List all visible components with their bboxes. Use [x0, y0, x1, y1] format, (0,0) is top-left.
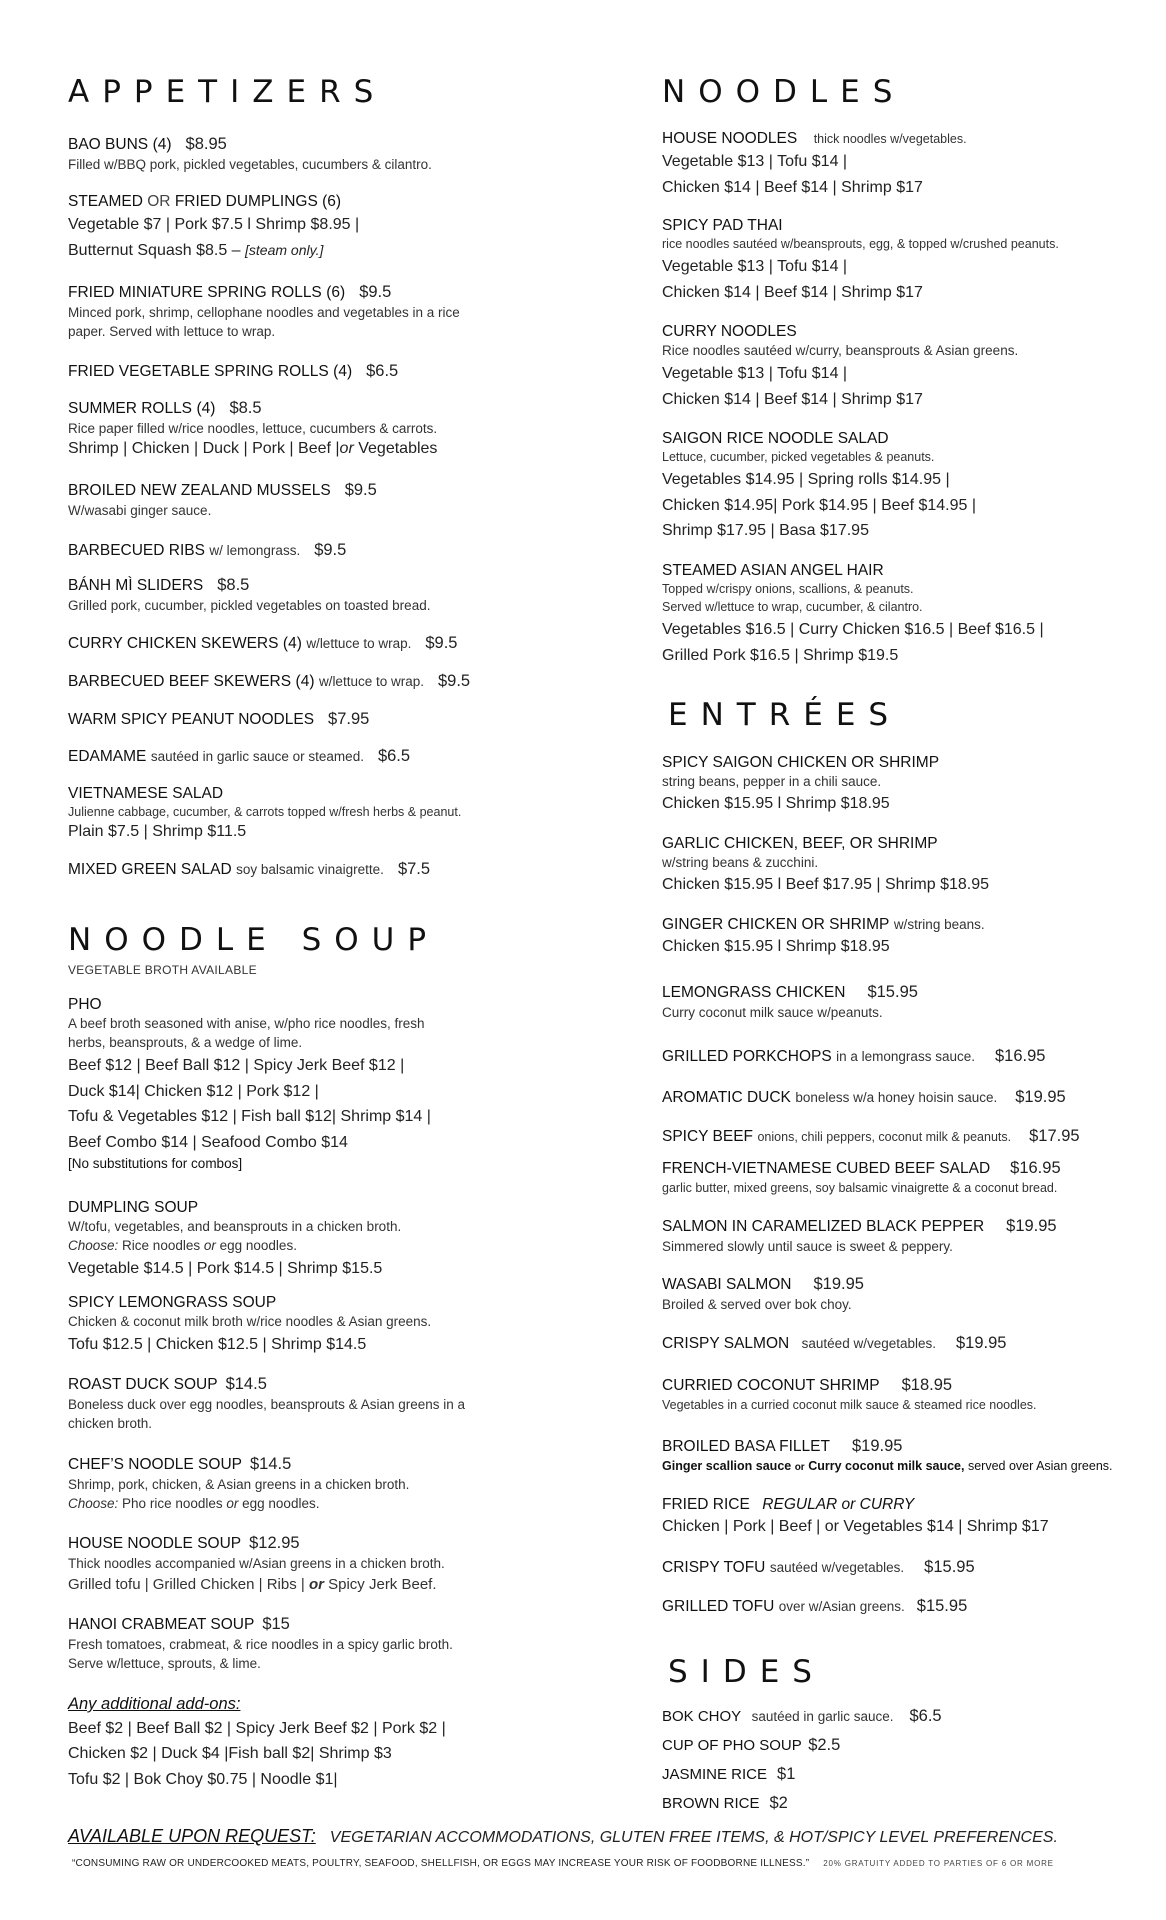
menu-item-green-salad: [68, 859, 588, 881]
noodle-soup-subtitle: VEGETABLE BROTH AVAILABLE: [68, 963, 257, 977]
item-name: CHEF’S NOODLE SOUP: [68, 1456, 242, 1473]
item-name: SPICY SAIGON CHICKEN OR SHRIMP: [662, 754, 940, 771]
item-note: sautéed w/vegetables.: [769, 1560, 905, 1575]
menu-item-veg-spring-rolls: [68, 361, 588, 383]
item-name: ROAST DUCK SOUP: [68, 1376, 218, 1393]
item-name: BROWN RICE: [662, 1795, 760, 1812]
menu-item-mini-spring-rolls: [68, 282, 588, 342]
item-desc: served over Asian greens.: [964, 1458, 1113, 1473]
item-name-or: OR: [147, 193, 171, 210]
menu-item-cubed-beef: [662, 1158, 1122, 1198]
item-desc: Filled w/BBQ pork, pickled vegetables, cucumbers & cilantro.: [68, 156, 432, 172]
item-options: Grilled Pork $16.5 | Shrimp $19.5: [662, 646, 899, 664]
item-price: $14.5: [249, 1455, 292, 1473]
item-price: $16.95: [994, 1047, 1046, 1065]
item-options: Vegetable $13 | Tofu $14 |: [662, 258, 848, 276]
menu-item-fried-rice: [662, 1494, 1122, 1539]
item-price: $9.5: [314, 541, 347, 559]
item-desc: Grilled pork, cucumber, pickled vegetables on toasted bread.: [68, 597, 431, 613]
item-name: CURRIED COCONUT SHRIMP: [662, 1377, 880, 1394]
item-desc: Boneless duck over egg noodles, beansprouts & Asian greens in a: [68, 1396, 466, 1412]
menu-item-duck: [662, 1087, 1122, 1109]
item-options: Butternut Squash $8.5 –: [68, 242, 241, 260]
item-name: BOK CHOY: [662, 1708, 742, 1725]
item-options: Chicken $15.95 l Shrimp $18.95: [662, 938, 890, 956]
item-desc: W/wasabi ginger sauce.: [68, 502, 212, 518]
item-note: [steam only.]: [245, 242, 324, 259]
addons-line: Tofu $2 | Bok Choy $0.75 | Noodle $1|: [68, 1770, 338, 1788]
item-price: $15.95: [924, 1558, 975, 1576]
item-price: $15: [262, 1615, 290, 1633]
item-price: $18.95: [901, 1376, 953, 1394]
item-price: $16.95: [1010, 1159, 1061, 1177]
item-qty: (4): [152, 136, 172, 153]
item-name: FRIED MINIATURE SPRING ROLLS: [68, 284, 322, 301]
gratuity-note: 20% GRATUITY ADDED TO PARTIES OF 6 OR MORE: [823, 1859, 1054, 1868]
item-price: $17.95: [1029, 1127, 1080, 1145]
menu-item-saigon-chicken: [662, 752, 1122, 816]
foodborne-warning: “CONSUMING RAW OR UNDERCOOKED MEATS, POULTRY, SEAFOOD, SHELLFISH, OR EGGS MAY INCREASE YOUR RISK OF FOODBORNE ILLNESS.”: [72, 1858, 810, 1869]
menu-item-coconut-shrimp: [662, 1375, 1122, 1415]
item-name: FRIED VEGETABLE SPRING ROLLS: [68, 363, 329, 380]
item-name: SUMMER ROLLS: [68, 400, 193, 417]
item-choose-label: Choose:: [68, 1238, 119, 1254]
addons-line: Chicken $2 | Duck $4 |Fish ball $2| Shrimp $3: [68, 1745, 392, 1763]
item-name: SPICY LEMONGRASS SOUP: [68, 1294, 277, 1311]
item-options: Vegetables $14.95 | Spring rolls $14.95 |: [662, 471, 950, 489]
item-name: SPICY BEEF: [662, 1128, 754, 1145]
menu-item-pad-thai: [662, 215, 1122, 305]
item-price: $7.95: [328, 710, 370, 728]
item-name: HOUSE NOODLE SOUP: [68, 1535, 242, 1552]
request-title: AVAILABLE UPON REQUEST:: [68, 1826, 316, 1846]
menu-item-dumpling-soup: [68, 1197, 588, 1282]
item-price: $15.95: [867, 983, 918, 1001]
item-price: $9.5: [344, 481, 377, 499]
item-desc-or: or: [794, 1461, 805, 1473]
item-note: soy balsamic vinaigrette.: [236, 862, 384, 877]
item-price: $7.5: [397, 860, 431, 878]
item-options: Duck $14| Chicken $12 | Pork $12 |: [68, 1082, 319, 1100]
side-item-bok-choy: [662, 1702, 1122, 1731]
item-desc-or: or: [226, 1495, 239, 1511]
item-options: Chicken $15.95 l Beef $17.95 | Shrimp $18.95: [662, 876, 990, 894]
item-desc: Lettuce, cucumber, picked vegetables & peanuts.: [662, 450, 935, 465]
side-item-pho-soup: [662, 1731, 1122, 1760]
item-note: over w/Asian greens.: [778, 1599, 905, 1614]
item-options: Vegetables: [358, 439, 438, 457]
item-options: Plain $7.5 | Shrimp $11.5: [68, 823, 247, 841]
item-price: $2: [769, 1794, 788, 1812]
menu-item-garlic-chicken: [662, 833, 1122, 897]
item-name: CRISPY SALMON: [662, 1335, 790, 1352]
side-item-brown-rice: [662, 1789, 1122, 1818]
item-note: onions, chili peppers, coconut milk & peanuts.: [757, 1130, 1012, 1144]
item-desc-or: or: [203, 1238, 216, 1254]
item-options: Tofu & Vegetables $12 | Fish ball $12| Shrimp $14 |: [68, 1108, 431, 1126]
item-name: MIXED GREEN SALAD: [68, 861, 232, 878]
item-price: $19.95: [813, 1275, 864, 1293]
item-name: PHO: [68, 996, 102, 1013]
item-note: w/lettuce to wrap.: [318, 674, 424, 689]
menu-item-wasabi-salmon: [662, 1274, 1122, 1315]
item-price: $19.95: [956, 1334, 1007, 1352]
item-options: Chicken $14 | Beef $14 | Shrimp $17: [662, 283, 923, 301]
item-price: $8.95: [185, 135, 227, 153]
item-name: DUMPLINGS (6): [225, 193, 342, 210]
item-price: $15.95: [916, 1597, 968, 1615]
item-desc: garlic butter, mixed greens, soy balsamic vinaigrette & a coconut bread.: [662, 1180, 1058, 1195]
item-price: $9.5: [359, 283, 392, 301]
menu-item-crabmeat-soup: [68, 1614, 588, 1674]
item-desc: Curry coconut milk sauce w/peanuts.: [662, 1004, 883, 1020]
addons-title: Any additional add-ons:: [68, 1695, 241, 1713]
item-desc: Simmered slowly until sauce is sweet & peppery.: [662, 1238, 953, 1254]
side-item-jasmine-rice: [662, 1760, 1122, 1789]
item-name: CRISPY TOFU: [662, 1559, 766, 1576]
item-price: $6.5: [366, 362, 399, 380]
item-name: SALMON IN CARAMELIZED BLACK PEPPER: [662, 1218, 985, 1235]
item-name: WASABI SALMON: [662, 1276, 792, 1293]
appetizers-heading: APPETIZERS: [68, 74, 387, 110]
request-text: VEGETARIAN ACCOMMODATIONS, GLUTEN FREE ITEMS, & HOT/SPICY LEVEL PREFERENCES.: [329, 1829, 1058, 1846]
item-name: GRILLED TOFU: [662, 1598, 775, 1615]
item-price: $19.95: [851, 1437, 903, 1455]
item-options: Vegetable $14.5 | Pork $14.5 | Shrimp $15.5: [68, 1260, 383, 1278]
item-name: GINGER CHICKEN OR SHRIMP: [662, 916, 890, 933]
menu-item-banh-mi: [68, 575, 588, 616]
menu-item-chefs-soup: [68, 1454, 588, 1514]
addons-line: Beef $2 | Beef Ball $2 | Spicy Jerk Beef $2 | Pork $2 |: [68, 1719, 446, 1737]
menu-item-edamame: [68, 746, 588, 768]
menu-item-salmon-pepper: [662, 1216, 1122, 1257]
item-note: sautéed w/vegetables.: [801, 1336, 936, 1351]
item-desc: Thick noodles accompanied w/Asian greens in a chicken broth.: [68, 1555, 445, 1571]
item-price: $6.5: [909, 1707, 942, 1725]
item-name: BROILED BASA FILLET: [662, 1438, 830, 1455]
request-banner: [68, 1826, 1058, 1847]
entrees-heading: ENTRÉES: [668, 697, 902, 733]
item-name: JASMINE RICE: [662, 1766, 768, 1783]
item-options: Chicken $14.95| Pork $14.95 | Beef $14.95 |: [662, 496, 977, 514]
item-name: CURRY CHICKEN SKEWERS: [68, 635, 279, 652]
item-options: Chicken $15.95 l Shrimp $18.95: [662, 795, 890, 813]
item-price: $19.95: [1006, 1217, 1057, 1235]
item-name: CURRY NOODLES: [662, 323, 797, 340]
item-desc: Vegetables in a curried coconut milk sauce & steamed rice noodles.: [662, 1397, 1037, 1412]
item-desc: Topped w/crispy onions, scallions, & peanuts.: [662, 582, 914, 597]
item-name: GARLIC CHICKEN, BEEF, OR SHRIMP: [662, 835, 938, 852]
menu-item-mussels: [68, 480, 588, 521]
menu-item-ribs: [68, 540, 588, 562]
sides-list: [662, 1702, 1122, 1818]
item-name: CUP OF PHO SOUP: [662, 1737, 802, 1754]
noodle-soup-heading: NOODLE SOUP: [68, 922, 440, 958]
item-desc: Served w/lettuce to wrap, cucumber, & cilantro.: [662, 600, 923, 615]
item-options: Vegetables $16.5 | Curry Chicken $16.5 | Beef $16.5 |: [662, 620, 1044, 638]
item-options: Grilled tofu | Grilled Chicken | Ribs |: [68, 1575, 305, 1593]
item-desc: Pho rice noodles: [118, 1495, 227, 1511]
item-desc: egg noodles.: [238, 1495, 320, 1511]
menu-item-roast-duck: [68, 1374, 588, 1434]
item-options: Chicken | Pork | Beef | or Vegetables $14 | Shrimp $17: [662, 1518, 1049, 1536]
menu-item-crispy-tofu: [662, 1557, 1122, 1579]
menu-item-spicy-beef: [662, 1126, 1122, 1148]
item-qty: (4): [333, 363, 353, 380]
item-note: w/string beans.: [893, 917, 985, 932]
item-desc: Julienne cabbage, cucumber, & carrots topped w/fresh herbs & peanut.: [68, 805, 462, 820]
item-desc: Chicken & coconut milk broth w/rice noodles & Asian greens.: [68, 1314, 432, 1330]
item-desc: paper. Served with lettuce to wrap.: [68, 323, 276, 339]
item-name: BARBECUED BEEF SKEWERS: [68, 673, 292, 690]
item-note: sautéed in garlic sauce.: [751, 1709, 894, 1724]
item-name: GRILLED PORKCHOPS: [662, 1048, 832, 1065]
item-qty: (4): [196, 400, 216, 417]
item-qty: (6): [326, 284, 346, 301]
item-qty: (4): [282, 635, 302, 652]
item-name: DUMPLING SOUP: [68, 1199, 199, 1216]
item-desc: Broiled & served over bok choy.: [662, 1296, 852, 1312]
item-name: STEAMED: [68, 193, 143, 210]
item-desc: A beef broth seasoned with anise, w/pho rice noodles, fresh: [68, 1016, 425, 1032]
item-desc: Curry coconut milk sauce,: [808, 1458, 965, 1473]
item-price: $8.5: [229, 399, 262, 417]
item-note: thick noodles w/vegetables.: [813, 132, 967, 146]
menu-item-angel-hair: [662, 560, 1122, 668]
item-options: Chicken $14 | Beef $14 | Shrimp $17: [662, 179, 923, 197]
item-options: Chicken $14 | Beef $14 | Shrimp $17: [662, 390, 923, 408]
item-note: [No substitutions for combos]: [68, 1155, 243, 1171]
sides-heading: SIDES: [668, 1654, 825, 1690]
item-name: EDAMAME: [68, 748, 147, 765]
item-name: FRENCH-VIETNAMESE CUBED BEEF SALAD: [662, 1160, 991, 1177]
item-price: $12.95: [249, 1534, 300, 1552]
item-name: LEMONGRASS CHICKEN: [662, 984, 846, 1001]
item-name: BÁNH MÌ SLIDERS: [68, 577, 204, 594]
item-desc: Rice noodles: [118, 1238, 204, 1254]
item-qty: (4): [295, 673, 315, 690]
item-name: BARBECUED RIBS: [68, 542, 205, 559]
menu-item-lemongrass-chicken: [662, 982, 1122, 1023]
item-name: HOUSE NOODLES: [662, 130, 798, 147]
item-options-or: or: [308, 1575, 324, 1593]
item-name: SAIGON RICE NOODLE SALAD: [662, 430, 889, 447]
item-name: BROILED NEW ZEALAND MUSSELS: [68, 482, 331, 499]
item-options: Shrimp | Chicken | Duck | Pork | Beef |: [68, 439, 340, 457]
item-desc: Shrimp, pork, chicken, & Asian greens in a chicken broth.: [68, 1476, 410, 1492]
item-name: HANOI CRABMEAT SOUP: [68, 1616, 255, 1633]
item-desc: w/string beans & zucchini.: [662, 855, 819, 871]
item-desc: Rice paper filled w/rice noodles, lettuce, cucumbers & carrots.: [68, 420, 438, 436]
item-desc: W/tofu, vegetables, and beansprouts in a chicken broth.: [68, 1219, 402, 1235]
menu-item-curry-noodles: [662, 321, 1122, 413]
item-options: Beef Combo $14 | Seafood Combo $14: [68, 1134, 348, 1152]
item-name: STEAMED ASIAN ANGEL HAIR: [662, 562, 884, 579]
item-options: Beef $12 | Beef Ball $12 | Spicy Jerk Beef $12 |: [68, 1057, 405, 1075]
item-price: $8.5: [217, 576, 250, 594]
item-name: AROMATIC DUCK: [662, 1089, 791, 1106]
item-options-or: or: [339, 439, 354, 457]
noodles-heading: NOODLES: [662, 74, 906, 110]
item-note: w/lettuce to wrap.: [306, 636, 412, 651]
item-name: WARM SPICY PEANUT NOODLES: [68, 711, 315, 728]
item-desc: herbs, beansprouts, & a wedge of lime.: [68, 1035, 303, 1051]
item-desc: Fresh tomatoes, crabmeat, & rice noodles in a spicy garlic broth.: [68, 1636, 453, 1652]
menu-item-summer-rolls: [68, 398, 588, 459]
item-price: $9.5: [425, 634, 458, 652]
item-price: $2.5: [808, 1736, 841, 1754]
menu-item-beef-skewers: [68, 671, 588, 693]
menu-item-grilled-tofu: [662, 1596, 1122, 1618]
disclaimer: [72, 1858, 1054, 1869]
item-options: Tofu $12.5 | Chicken $12.5 | Shrimp $14.5: [68, 1336, 367, 1354]
item-options: Shrimp $17.95 | Basa $17.95: [662, 522, 869, 540]
menu-item-crispy-salmon: [662, 1333, 1122, 1355]
menu-item-house-soup: [68, 1533, 588, 1595]
menu-item-house-noodles: [662, 128, 1122, 201]
item-name: VIETNAMESE SALAD: [68, 785, 224, 802]
item-price: $19.95: [1015, 1088, 1066, 1106]
item-desc: Ginger scallion sauce: [662, 1458, 792, 1473]
menu-item-ginger-chicken: [662, 914, 1122, 959]
item-desc: chicken broth.: [68, 1415, 153, 1431]
item-options: Vegetable $13 | Tofu $14 |: [662, 365, 848, 383]
menu-item-curry-skewers: [68, 633, 588, 655]
item-desc: string beans, pepper in a chili sauce.: [662, 774, 882, 790]
item-desc: egg noodles.: [215, 1238, 297, 1254]
menu-item-lemongrass-soup: [68, 1292, 588, 1358]
menu-item-pho: [68, 994, 588, 1171]
item-price: $1: [777, 1765, 796, 1783]
menu-item-porkchops: [662, 1046, 1122, 1068]
item-note: in a lemongrass sauce.: [836, 1049, 975, 1064]
item-options: Vegetable $13 | Tofu $14 |: [662, 153, 848, 171]
item-options: Spicy Jerk Beef.: [328, 1575, 437, 1593]
item-price: $14.5: [225, 1375, 267, 1393]
item-name: FRIED RICE: [662, 1496, 750, 1513]
menu-item-saigon-salad: [662, 428, 1122, 544]
item-desc: Serve w/lettuce, sprouts, & lime.: [68, 1655, 261, 1671]
item-desc: rice noodles sautéed w/beansprouts, egg, & topped w/crushed peanuts.: [662, 237, 1059, 252]
menu-item-viet-salad: [68, 783, 588, 843]
item-styles: REGULAR or CURRY: [762, 1496, 915, 1513]
item-name: SPICY PAD THAI: [662, 217, 783, 234]
item-note: w/ lemongrass.: [209, 543, 301, 558]
item-desc: Minced pork, shrimp, cellophane noodles and vegetables in a rice: [68, 304, 460, 320]
menu-item-dumplings: [68, 192, 588, 264]
menu-item-basa: [662, 1436, 1122, 1476]
item-note: boneless w/a honey hoisin sauce.: [795, 1090, 998, 1105]
item-name: FRIED: [174, 193, 222, 210]
item-note: sautéed in garlic sauce or steamed.: [150, 749, 364, 764]
item-choose-label: Choose:: [68, 1495, 119, 1511]
item-desc: Rice noodles sautéed w/curry, beansprouts & Asian greens.: [662, 343, 1019, 359]
item-name: BAO BUNS: [68, 136, 149, 153]
item-price: $9.5: [437, 672, 471, 690]
menu-item-bao-buns: [68, 134, 588, 175]
addons-section: [68, 1694, 588, 1793]
menu-item-peanut-noodles: [68, 709, 588, 731]
item-price: $6.5: [377, 747, 411, 765]
item-options: Vegetable $7 | Pork $7.5 l Shrimp $8.95 |: [68, 216, 360, 234]
